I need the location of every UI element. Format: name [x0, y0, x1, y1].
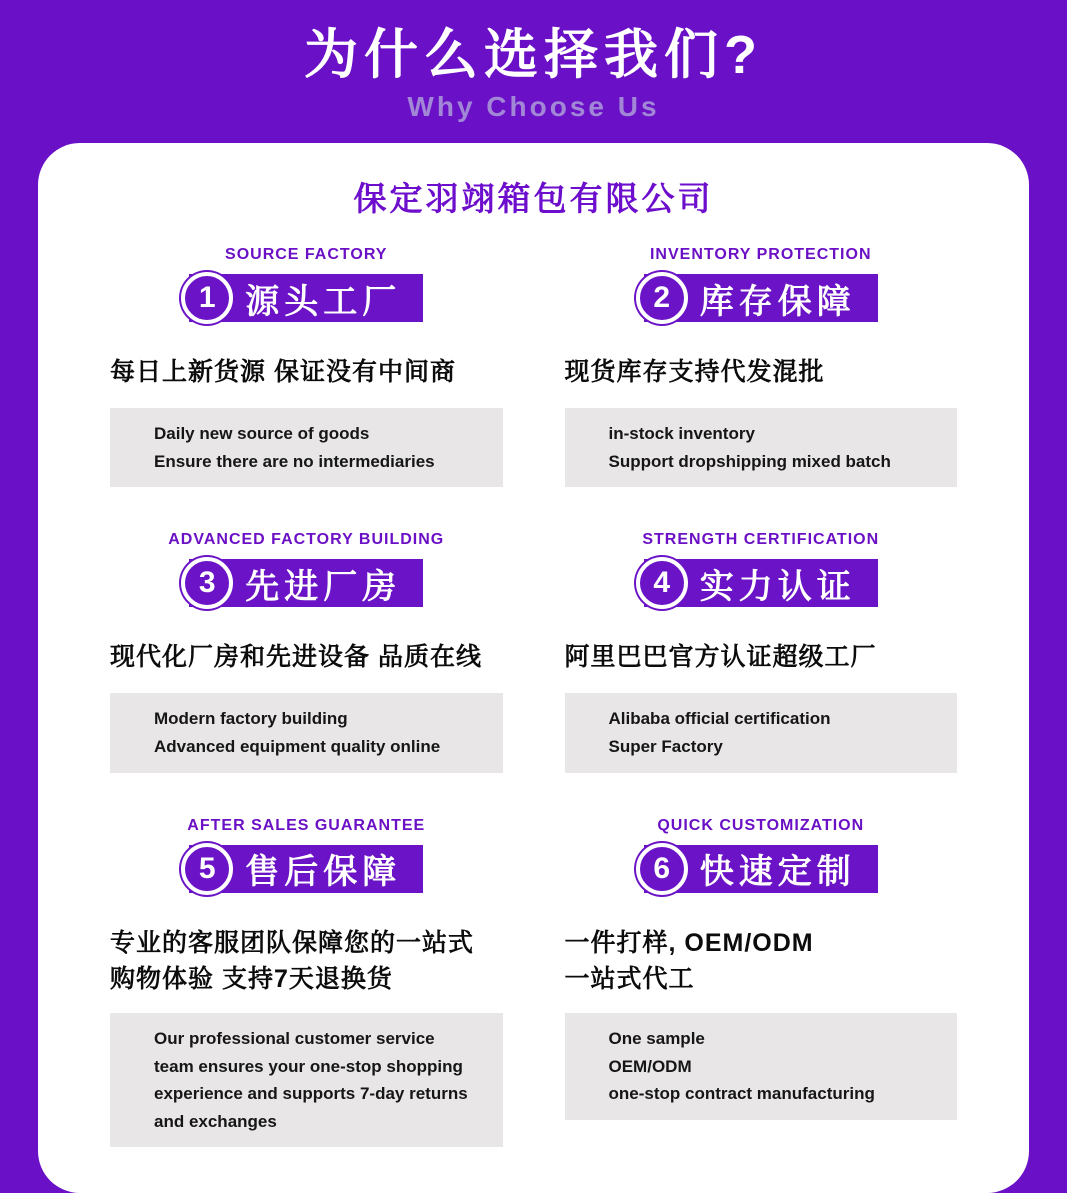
- note-line: team ensures your one-stop shopping: [154, 1056, 463, 1076]
- body-line: 现货库存支持代发混批: [564, 358, 825, 387]
- section-inventory-protection: [565, 246, 958, 487]
- badge-wrap: [110, 559, 503, 607]
- notes-box: [110, 1013, 503, 1147]
- note-line: One sample: [608, 1029, 705, 1049]
- section-source-factory: [110, 246, 503, 487]
- note-line: Advanced equipment quality online: [154, 736, 441, 756]
- badge-label: 实力认证: [699, 567, 856, 606]
- note-line: in-stock inventory: [608, 424, 755, 444]
- section-badge: [644, 845, 878, 893]
- note-line: OEM/ODM: [608, 1056, 692, 1076]
- badge-wrap: [565, 559, 958, 607]
- note-line: Modern factory building: [154, 709, 348, 729]
- page-subtitle: Why Choose Us: [407, 91, 660, 123]
- note-line: Alibaba official certification: [608, 709, 831, 729]
- circled-number-icon: 2: [636, 272, 688, 324]
- circled-number-icon: 1: [181, 272, 233, 324]
- section-strength-certification: [565, 531, 958, 772]
- section-body: [110, 354, 503, 392]
- section-badge: [189, 845, 423, 893]
- body-line: 购物体验 支持7天退换货: [110, 964, 393, 993]
- notes-box: [565, 1013, 958, 1120]
- section-advanced-factory-building: [110, 531, 503, 772]
- circled-number-icon: 3: [181, 557, 233, 609]
- note-line: Support dropshipping mixed batch: [608, 451, 891, 471]
- badge-label: 库存保障: [699, 282, 856, 321]
- section-body: [565, 639, 958, 677]
- section-badge: [189, 274, 423, 322]
- section-tag: ADVANCED FACTORY BUILDING: [168, 531, 445, 549]
- badge-label: 售后保障: [245, 853, 402, 892]
- note-line: Ensure there are no intermediaries: [154, 451, 435, 471]
- section-quick-customization: [565, 817, 958, 1148]
- note-line: experience and supports 7-day returns: [154, 1084, 468, 1104]
- note-line: one-stop contract manufacturing: [608, 1084, 875, 1104]
- section-badge: [644, 274, 878, 322]
- section-badge: [644, 559, 878, 607]
- body-line: 阿里巴巴官方认证超级工厂: [564, 643, 877, 672]
- feature-grid: [110, 246, 957, 1147]
- body-line: 现代化厂房和先进设备 品质在线: [110, 643, 482, 672]
- content-card: [38, 143, 1029, 1193]
- circled-number-icon: 5: [181, 843, 233, 895]
- section-body: [110, 639, 503, 677]
- badge-wrap: [110, 845, 503, 893]
- section-body: [565, 925, 958, 998]
- hero-header: [0, 0, 1067, 123]
- company-name: 保定羽翊箱包有限公司: [353, 180, 714, 218]
- body-line: 一件打样, OEM/ODM: [564, 928, 814, 957]
- badge-wrap: [565, 274, 958, 322]
- note-line: Daily new source of goods: [154, 424, 370, 444]
- circled-number-icon: 6: [636, 843, 688, 895]
- note-line: Super Factory: [608, 736, 723, 756]
- note-line: and exchanges: [154, 1111, 277, 1131]
- body-line: 一站式代工: [564, 964, 695, 993]
- badge-label: 快速定制: [699, 853, 856, 892]
- note-line: Our professional customer service: [154, 1029, 435, 1049]
- body-line: 专业的客服团队保障您的一站式: [110, 928, 475, 957]
- section-body: [565, 354, 958, 392]
- badge-wrap: [565, 845, 958, 893]
- section-badge: [189, 559, 423, 607]
- notes-box: [110, 408, 503, 487]
- section-tag: STRENGTH CERTIFICATION: [642, 531, 880, 549]
- circled-number-icon: 4: [636, 557, 688, 609]
- section-after-sales-guarantee: [110, 817, 503, 1148]
- badge-wrap: [110, 274, 503, 322]
- section-body: [110, 925, 503, 998]
- notes-box: [565, 693, 958, 772]
- notes-box: [110, 693, 503, 772]
- badge-label: 先进厂房: [245, 567, 402, 606]
- badge-label: 源头工厂: [245, 282, 402, 321]
- section-tag: QUICK CUSTOMIZATION: [657, 816, 865, 834]
- section-tag: AFTER SALES GUARANTEE: [187, 816, 426, 834]
- body-line: 每日上新货源 保证没有中间商: [110, 358, 456, 387]
- page-title: 为什么选择我们?: [304, 25, 763, 85]
- section-tag: INVENTORY PROTECTION: [649, 246, 872, 264]
- notes-box: [565, 408, 958, 487]
- section-tag: SOURCE FACTORY: [225, 246, 388, 264]
